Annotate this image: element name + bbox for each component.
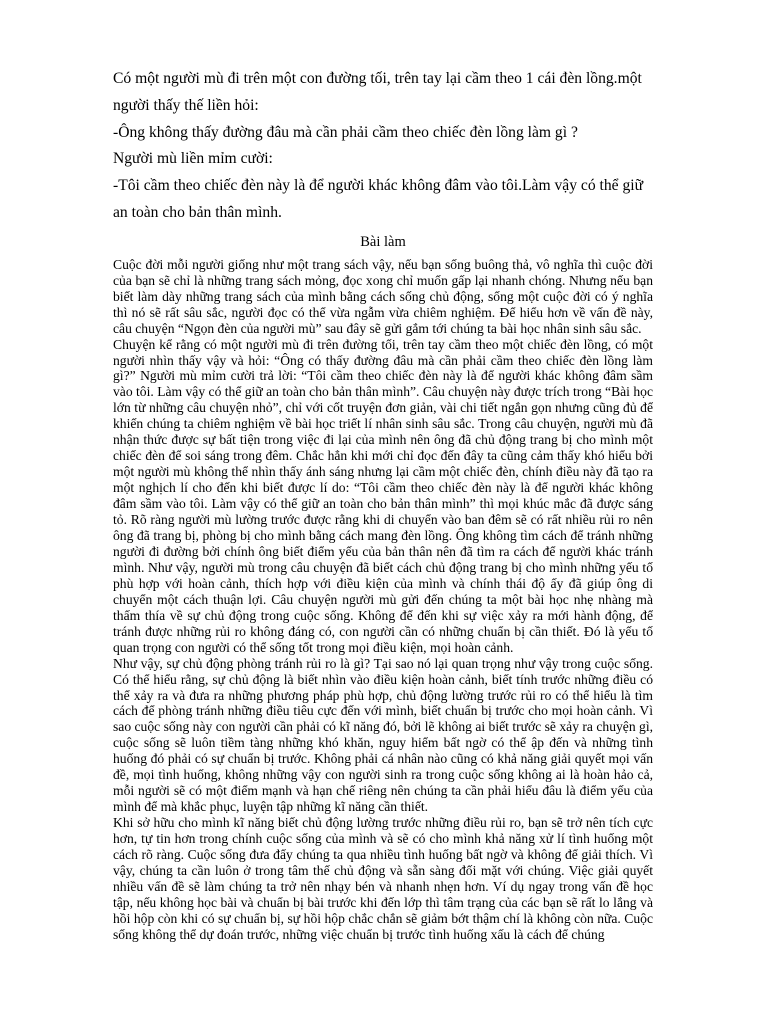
intro-question: -Ông không thấy đường đâu mà cần phải cầm theo chiếc đèn lồng làm gì ? xyxy=(113,123,578,141)
intro-paragraph: Người mù liền mỉm cười: xyxy=(113,150,273,168)
essay-body xyxy=(113,257,653,943)
intro-answer: -Tôi cầm theo chiếc đèn này là để người khác không đâm vào tôi.Làm vậy có thể giữ an toàn cho bản thân mình. xyxy=(113,177,644,221)
document-page xyxy=(113,66,653,943)
essay-paragraph: Khi sở hữu cho mình kĩ năng biết chủ động lường trước những điều rủi ro, bạn sẽ trở nên tích cực hơn, tự tin hơn trong chính cuộc sống của mình và sẽ có cho mình khả năng xử lí tình huống một cách rõ ràng. Cuộc sống đưa đẩy chúng ta qua nhiều tình huống bất ngờ và không để giải thích. Vì vậy, chúng ta cần luôn ở trong tâm thế chủ động và sẵn sàng đối mặt với chúng. Việc giải quyết nhiều vấn đề sẽ làm chúng ta trở nên nhạy bén và nhanh nhẹn hơn. Ví dụ ngay trong vấn đề học tập, nếu không học bài và chuẩn bị bài trước khi đến lớp thì tâm trạng của các bạn sẽ rất lo lắng và hồi hộp còn khi có sự chuẩn bị, sự hồi hộp chắc chắn sẽ giảm bớt thậm chí là không còn nữa. Cuộc sống không thể dự đoán trước, những việc chuẩn bị trước tình huống xấu là cách để chúng xyxy=(113,815,653,942)
essay-paragraph: Như vậy, sự chủ động phòng tránh rủi ro là gì? Tại sao nó lại quan trọng như vậy trong cuộc sống. Có thể hiểu rằng, sự chủ động là biết nhìn vào điều kiện hoàn cảnh, biết tính trước những điều có thể xảy ra và đưa ra những phương pháp phù hợp, chủ động lường trước rủi ro có thể hiểu là tìm cách để phòng tránh những điều tiêu cực đến với mình, biết chuẩn bị trước cho mọi hoàn cảnh. Vì sao cuộc sống này con người cần phải có kĩ năng đó, bởi lẽ không ai biết trước sẽ xảy ra chuyện gì, cuộc sống sẽ luôn tiềm tàng những khó khăn, nguy hiểm bất ngờ có thể ập đến và những tình huống đó phải có sự chuẩn bị trước. Không phải cá nhân nào cũng có khả năng giải quyết mọi vấn đề, mọi tình huống, không những vậy con người sinh ra trong cuộc sống không ai là hoàn hảo cả, mỗi người sẽ có một điểm mạnh và hạn chế riêng nên chúng ta cần phải hiểu đâu là điểm yếu của mình để mà khắc phục, luyện tập những kĩ năng cần thiết. xyxy=(113,655,653,815)
essay-paragraph: Chuyện kể rằng có một người mù đi trên đường tối, trên tay cầm theo một chiếc đèn lồng, có một người nhìn thấy vậy và hỏi: “Ông có thấy đường đâu mà cần phải cầm theo chiếc đèn lồng làm gì?” Người mù mỉm cười trả lời: “Tôi cầm theo chiếc đèn này là để người khác không đâm sầm vào tôi. Làm vậy có thể giữ an toàn cho bản thân mình”. Câu chuyện này được trích trong “Bài học lớn từ những câu chuyện nhỏ”, chỉ với cốt truyện đơn giản, vài chi tiết ngắn gọn nhưng cũng đủ để khiến chúng ta chiêm nghiệm về bài học triết lí nhân sinh sâu sắc. Trong câu chuyện, người mù đã nhận thức được sự bất tiện trong việc đi lại của mình nên ông đã chủ động trang bị cho mình một chiếc đèn để soi sáng trong đêm. Chắc hẳn khi mới chỉ đọc đến đây ta cũng cảm thấy khó hiểu bởi một người mù không thể nhìn thấy ánh sáng nhưng lại cầm một chiếc đèn, chính điều này đã tạo ra một nghịch lí cho đến khi biết được lí do: “Tôi cầm theo chiếc đèn này là để người khác không đâm sầm vào tôi. Làm vậy có thể giữ an toàn cho bản thân mình” thì mọi khúc mắc đã được sáng tỏ. Rõ ràng người mù lường trước được rằng khi di chuyển vào ban đêm sẽ có rất nhiều rủi ro nên ông đã trang bị, phòng bị cho mình bằng cách mang đèn lồng. Ông không tìm cách để tránh những người đi đường bởi chính ông biết điểm yếu của bản thân nên đã tìm ra cách để người khác tránh mình. Như vậy, người mù trong câu chuyện đã biết cách chủ động trang bị cho mình những yếu tố phù hợp với hoàn cảnh, thích hợp với điều kiện của mình và chính thái độ ấy đã giúp ông di chuyển một cách thuận lợi. Câu chuyện người mù gửi đến chúng ta một bài học nhẹ nhàng mà thấm thía về sự chủ động trong cuộc sống. Không để đến khi sự việc xảy ra mới hành động, để tránh được những rủi ro không đáng có, con người cần có những chuẩn bị cần thiết. Đó là yếu tố quan trọng con người có thể sống tốt trong mọi điều kiện, mọi hoàn cảnh. xyxy=(113,336,653,655)
essay-title: Bài làm xyxy=(360,233,406,250)
intro-paragraph: Có một người mù đi trên một con đường tối, trên tay lại cầm theo 1 cái đèn lồng.một người thấy thế liền hỏi: xyxy=(113,70,642,114)
intro-section xyxy=(113,66,653,227)
essay-paragraph: Cuộc đời mỗi người giống như một trang sách vậy, nếu bạn sống buông thả, vô nghĩa thì cuộc đời của bạn sẽ chỉ là những trang sách mỏng, đọc xong chỉ muốn gấp lại nhanh chóng. Nhưng nếu bạn biết làm dày những trang sách của mình bằng cách sống chủ động, sống một cuộc đời có ý nghĩa thì nó sẽ rất sâu sắc, người đọc có thể vừa ngẫm vừa chiêm nghiệm. Để hiểu hơn về vấn đề này, câu chuyện “Ngọn đèn của người mù” sau đây sẽ gửi gắm tới chúng ta bài học nhân sinh sâu sắc. xyxy=(113,256,653,336)
